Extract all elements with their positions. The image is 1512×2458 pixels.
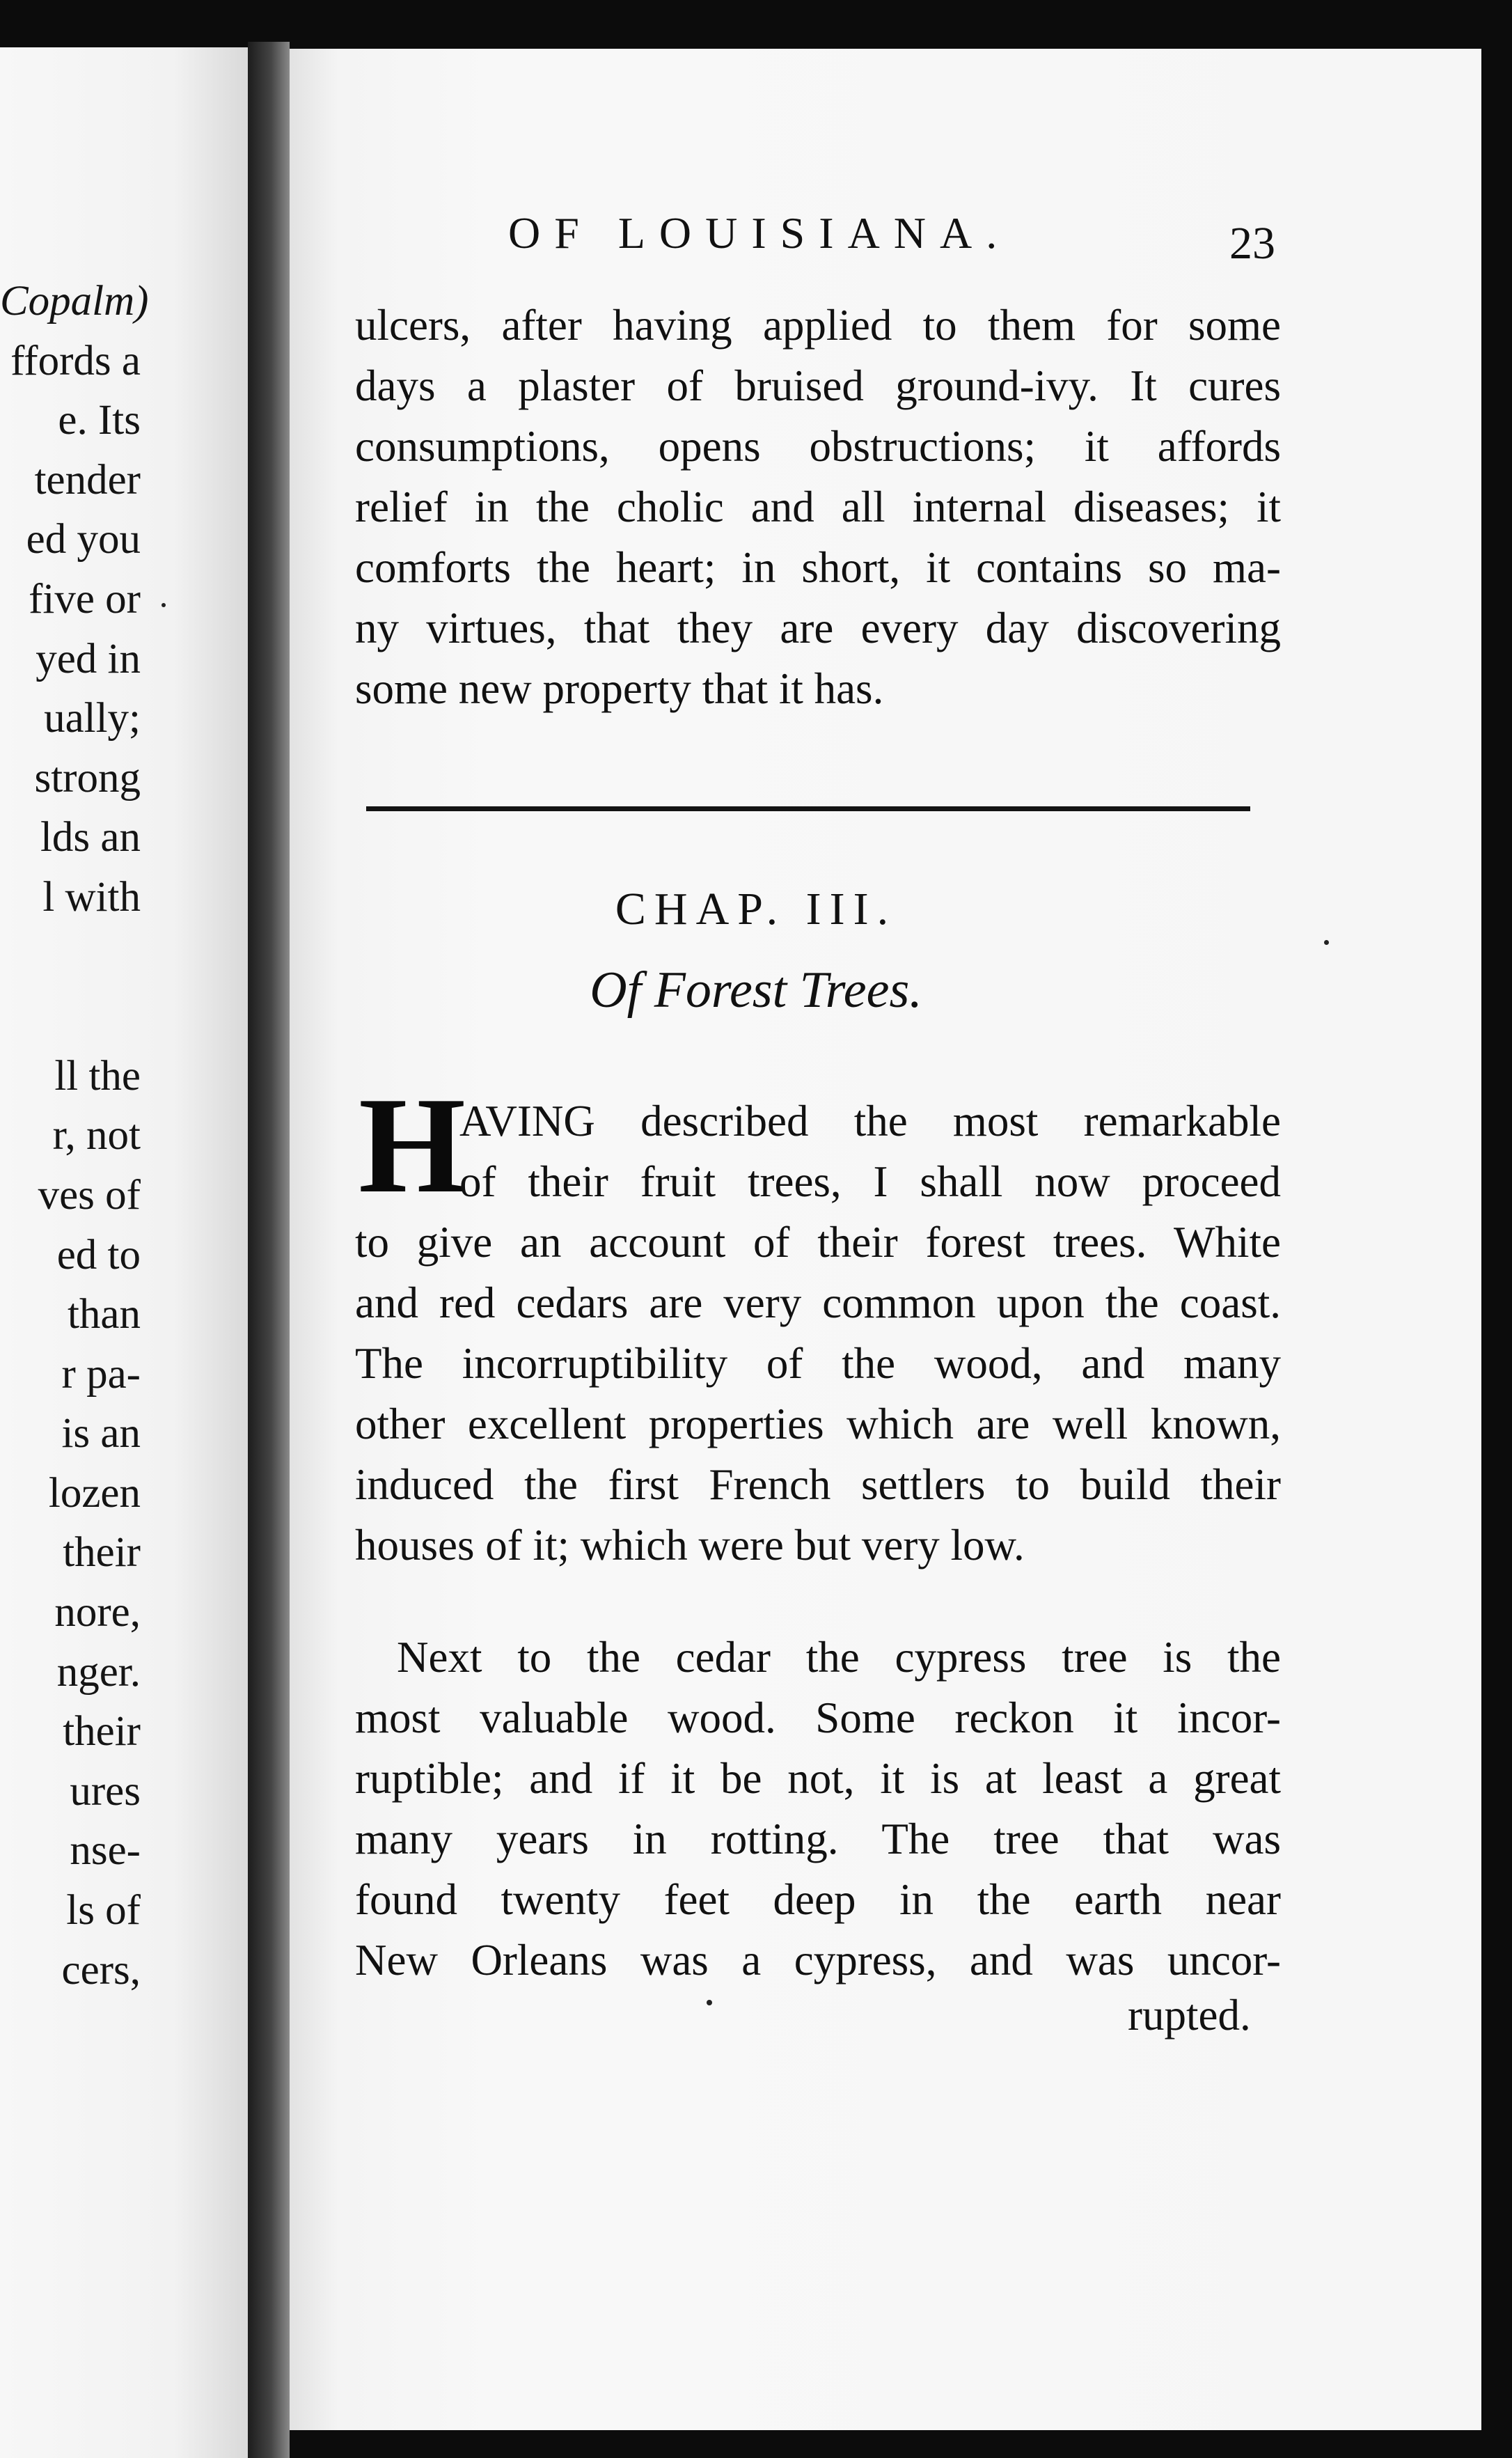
running-head: OF LOUISIANA. (508, 208, 1011, 258)
left-line: r, not (52, 1112, 141, 1159)
chapter-heading: CHAP. III. (615, 884, 897, 934)
gutter-shadow (248, 42, 290, 2458)
chapter-title: Of Forest Trees. (590, 962, 922, 1019)
left-line: ffords a (10, 337, 141, 384)
section-rule (366, 806, 1250, 811)
text-line: relief in the cholic and all internal diseases; it (355, 483, 1281, 531)
text-line: other excellent properties which are well known, (355, 1400, 1281, 1448)
left-line: their (63, 1529, 141, 1576)
left-line: lozen (48, 1469, 141, 1517)
text-line: Next to the cedar the cypress tree is the (397, 1633, 1281, 1682)
text-line: and red cedars are very common upon the coast. (355, 1278, 1281, 1327)
left-line: ually; (44, 695, 141, 742)
text-line: ruptible; and if it be not, it is at least a great (355, 1754, 1281, 1803)
paragraph-2 (355, 1627, 1281, 1991)
top-paragraph (355, 295, 1281, 719)
catchword: rupted. (1128, 1991, 1251, 2040)
left-line: r pa- (61, 1350, 141, 1398)
text-line: induced the first French settlers to build their (355, 1460, 1281, 1509)
text-line: New Orleans was a cypress, and was uncor- (355, 1936, 1281, 1985)
left-line: e. Its (58, 397, 141, 444)
text-line: of their fruit trees, I shall now proceed (459, 1157, 1281, 1206)
left-line: nore, (54, 1589, 141, 1636)
text-line: The incorruptibility of the wood, and many (355, 1339, 1281, 1388)
left-line: their (63, 1708, 141, 1755)
text-line: ulcers, after having applied to them for some (355, 301, 1281, 350)
left-line: tender (34, 456, 141, 503)
text-line: consumptions, opens obstructions; it affords (355, 422, 1281, 471)
text-line: to give an account of their forest trees. White (355, 1218, 1281, 1267)
left-page-text-fragments (0, 272, 248, 2000)
text-line: ny virtues, that they are every day discovering (355, 604, 1281, 652)
left-line: ed you (26, 516, 141, 563)
left-line: lds an (40, 814, 141, 861)
paragraph-1 (355, 1091, 1281, 1576)
left-line: five or (29, 575, 141, 623)
left-line: ll the (54, 1052, 141, 1099)
drop-cap: H (359, 1069, 466, 1221)
text-line: AVING described the most remarkable (459, 1097, 1281, 1145)
left-line: ures (70, 1767, 141, 1815)
text-line: most valuable wood. Some reckon it incor- (355, 1693, 1281, 1742)
left-line: yed in (36, 635, 141, 682)
left-line: than (67, 1291, 141, 1338)
left-line: strong (34, 754, 141, 801)
text-line: houses of it; which were but very low. (355, 1521, 1025, 1569)
ink-speck (1324, 940, 1329, 945)
left-line: is an (61, 1410, 141, 1457)
ink-speck (162, 603, 166, 607)
text-line: comforts the heart; in short, it contains so ma- (355, 543, 1281, 592)
left-line: cers, (61, 1946, 141, 1994)
left-line: l with (42, 873, 141, 921)
left-line: Copalm) (0, 278, 149, 324)
text-line: days a plaster of bruised ground-ivy. It cures (355, 361, 1281, 410)
text-line: found twenty feet deep in the earth near (355, 1875, 1281, 1924)
left-line: nse- (70, 1827, 141, 1874)
text-line: many years in rotting. The tree that was (355, 1815, 1281, 1863)
left-line: ves of (38, 1171, 141, 1219)
left-line: ed to (56, 1231, 141, 1278)
text-line: some new property that it has. (355, 664, 884, 713)
left-line: nger. (56, 1648, 141, 1696)
page-number: 23 (1229, 218, 1275, 269)
ink-speck (707, 2000, 712, 2005)
left-line: ls of (66, 1887, 141, 1934)
